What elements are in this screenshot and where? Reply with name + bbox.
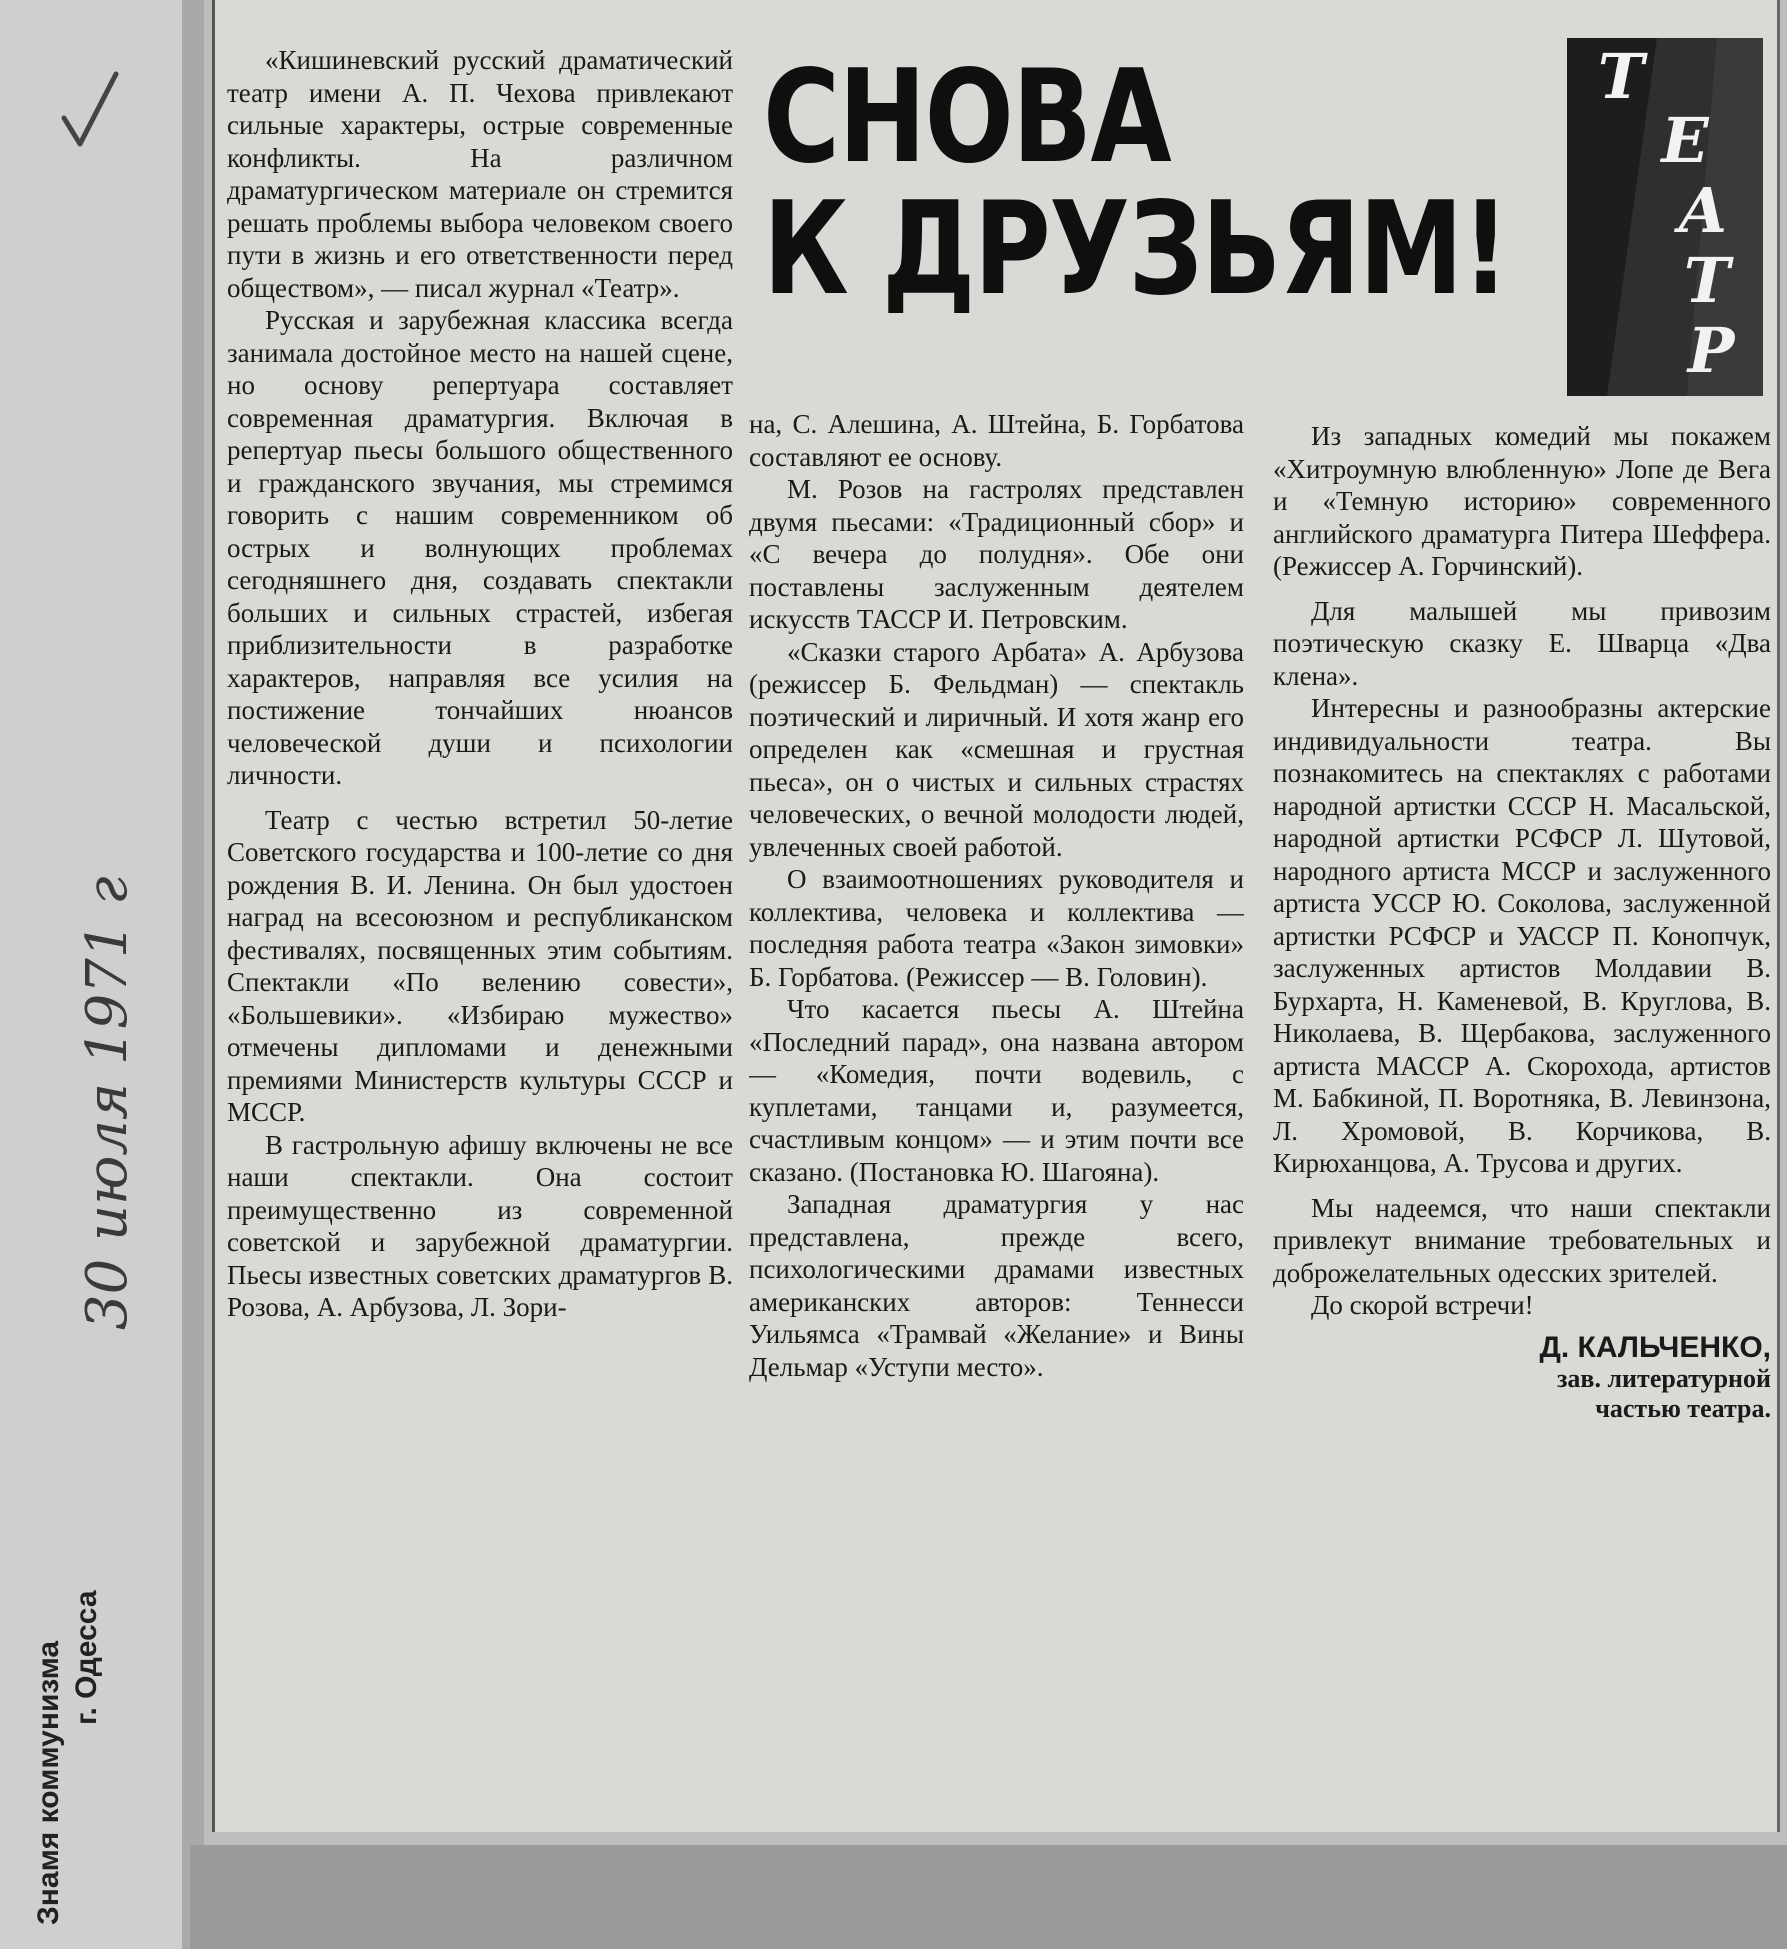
headline-line-2: К ДРУЗЬЯМ!	[763, 175, 1508, 324]
paragraph: Западная драматургия у нас представлена, прежде всего, психологическими драмами известных американских авторов: Теннесси Уильямса «Трамвай «Желание» и Вины Дельмар «Уступи место».	[749, 1189, 1244, 1382]
checkmark-icon	[60, 70, 120, 150]
rubric-letter: Р	[1687, 314, 1735, 387]
mount-paper-bottom	[190, 1845, 1787, 1949]
paragraph: Из западных комедий мы покажем «Хитроумную влюбленную» Лопе де Вега и «Темную историю» современного английского драматурга Питера Шеффера. (Режиссер А. Горчинский).	[1273, 421, 1771, 581]
rubric-letter: А	[1677, 174, 1729, 247]
paragraph: В гастрольную афишу включены не все наши спектакли. Она состоит преимущественно из современной советской и зарубежной драматургии. Пьесы известных советских драматургов В. Розова, А. Арбузова, Л. Зори-	[227, 1129, 733, 1322]
city-name: г. Одесса	[70, 1590, 103, 1725]
newspaper-name: Знамя коммунизма	[32, 1640, 65, 1925]
article-column-3	[1273, 420, 1771, 1830]
paragraph: «Сказки старого Арбата» А. Арбузова (режиссер Б. Фельдман) — спектакль поэтический и лиричный. И хотя жанр его определен как «смешная и грустная пьеса», он о чистых и сильных страстях человеческих, о вечной молодости людей, увлеченных своей работой.	[749, 636, 1244, 862]
paragraph: на, С. Алешина, А. Штейна, Б. Горбатова составляют ее основу.	[749, 409, 1244, 472]
rubric-letter: Е	[1661, 104, 1709, 177]
headline-line-1: СНОВА	[763, 43, 1171, 192]
author-position-line-2: частью театра.	[1595, 1394, 1771, 1423]
source-label	[30, 1455, 106, 1925]
mount-shadow-strip	[182, 0, 204, 1949]
paragraph: Театр с честью встретил 50-летие Советского государства и 100-летие со дня рождения В. И. Ленина. Он был удостоен наград на всесоюзном и республиканском фестивалях, посвященных этим событиям. Спектакли «По велению совести», «Большевики». «Избираю мужество» отмечены дипломами и денежными премиями Министерств культуры СССР и МССР.	[227, 804, 733, 1127]
paragraph: Мы надеемся, что наши спектакли привлекут внимание требовательных и доброжелательных одесских зрителей.	[1273, 1192, 1771, 1288]
rubric-letter: Т	[1597, 40, 1645, 113]
paragraph: Русская и зарубежная классика всегда занимала достойное место на нашей сцене, но основу репертуара составляет современная драматургия. Включая в репертуар пьесы большого общественного и гражданского звучания, мы стремимся говорить с нашим современником об острых и волнующих проблемах сегодняшнего дня, создавать спектакли больших и сильных страстей, избегая приблизительности в разработке характеров, направляя все усилия на постижение тончайших нюансов человеческой души и психологии личности.	[227, 305, 733, 790]
paragraph: До скорой встречи!	[1311, 1290, 1534, 1320]
article-column-1	[227, 44, 733, 1829]
paragraph: «Кишиневский русский драматический театр имени А. П. Чехова привлекают сильные характеры, острые современные конфликты. На различном драматургическом материале он стремится решать проблемы выбора человеком своего пути в жизнь и его ответственности перед обществом», — писал журнал «Театр».	[227, 45, 733, 303]
paragraph: Интересны и разнообразны актерские индивидуальности театра. Вы познакомитесь на спектаклях с работами народной артистки СССР Н. Масальской, народной артистки РСФСР Л. Шутовой, народного артиста МССР и заслуженного артиста УССР Ю. Соколова, заслуженной артистки РСФСР и УАССР П. Конопчук, заслуженных артистов Молдавии В. Бурхарта, Н. Каменевой, В. Круглова, В. Николаева, В. Щербакова, заслуженного артиста МАССР А. Скорохода, артистов М. Бабкиной, П. Воротняка, В. Левинзона, Л. Хромовой, В. Корчикова, В. Кирюханцова, А. Трусова и других.	[1273, 693, 1771, 1178]
paragraph: Что касается пьесы А. Штейна «Последний парад», она названа автором — «Комедия, почти водевиль, с куплетами, танцами и, разумеется, счастливым концом» — и этим почти все сказано. (Постановка Ю. Шагояна).	[749, 994, 1244, 1187]
paragraph: М. Розов на гастролях представлен двумя пьесами: «Традиционный сбор» и «С вечера до полудня». Обе они поставлены заслуженным деятелем искусств ТАССР И. Петровским.	[749, 474, 1244, 634]
theatre-rubric-badge	[1567, 38, 1763, 396]
rubric-letter: Т	[1683, 244, 1731, 317]
newspaper-clipping	[212, 0, 1780, 1832]
headline	[763, 43, 1508, 324]
paragraph: О взаимоотношениях руководителя и коллектива, человека и коллектива — последняя работа театра «Закон зимовки» Б. Горбатова. (Режиссер — В. Головин).	[749, 864, 1244, 992]
author-signature: Д. КАЛЬЧЕНКО,	[1539, 1330, 1771, 1364]
article-column-2	[749, 408, 1244, 1828]
handwritten-date: 30 июля 1971 г	[75, 876, 140, 1330]
paragraph: Для малышей мы привозим поэтическую сказку Е. Шварца «Два клена».	[1273, 595, 1771, 691]
author-position-line-1: зав. литературной	[1556, 1364, 1771, 1393]
